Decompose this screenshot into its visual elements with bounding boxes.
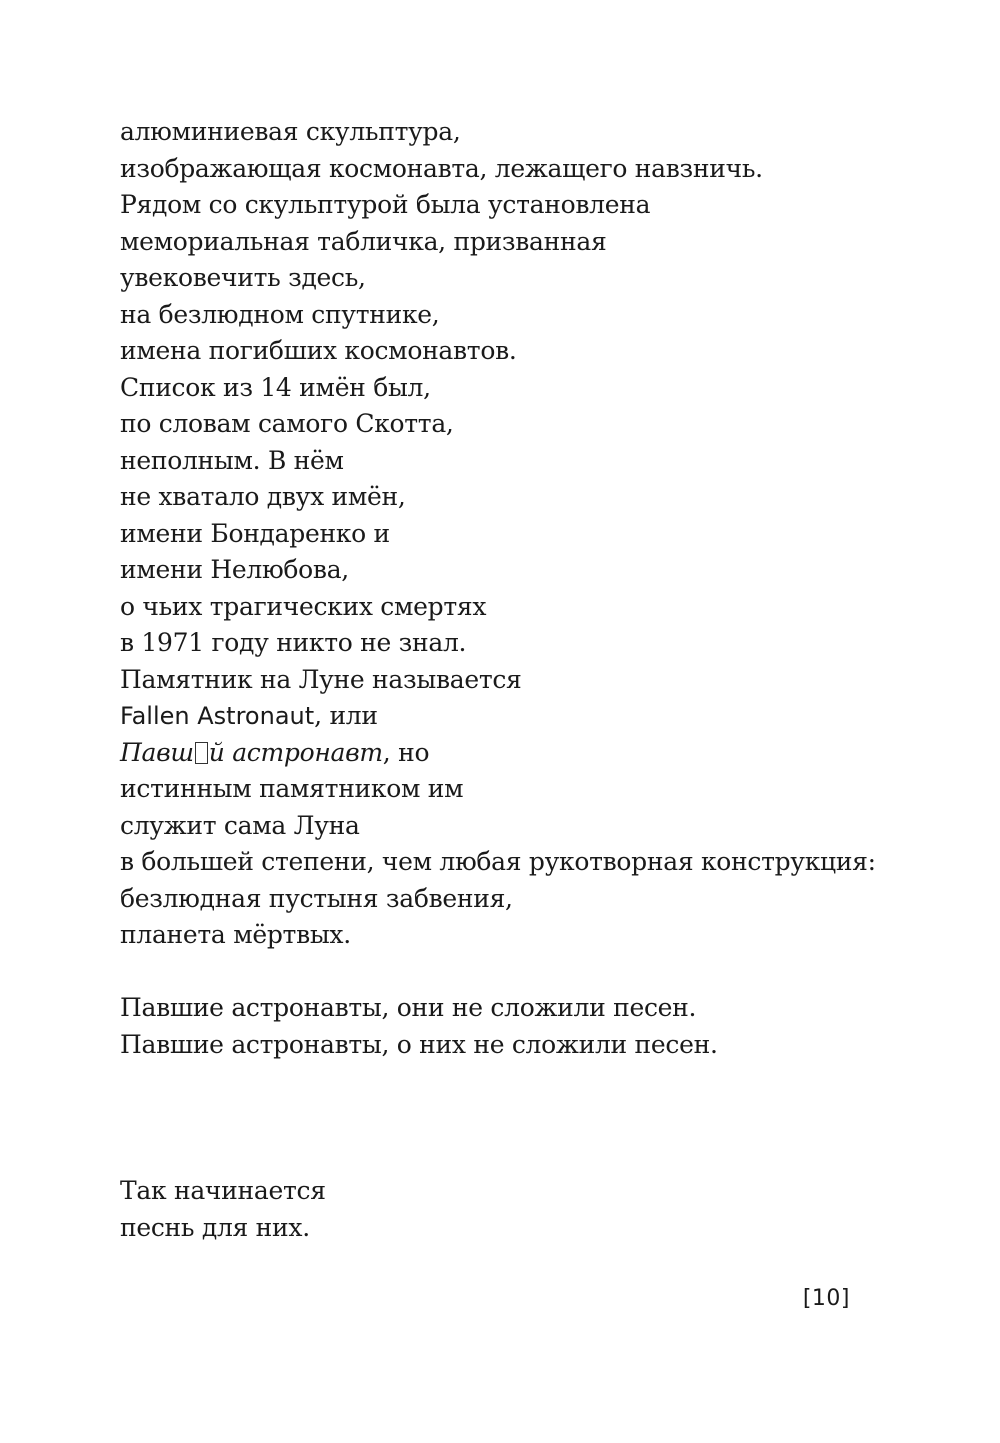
poem-stanza-2: [120, 990, 880, 1063]
poem-line: Памятник на Луне называется: [120, 664, 522, 694]
poem-line: о чьих трагических смертях: [120, 591, 487, 621]
poem-stanza-3: [120, 1173, 880, 1246]
russian-title-line: [120, 735, 880, 772]
fallen-astronaut-line: [120, 698, 880, 735]
poem-line: алюминиевая скульптура,: [120, 117, 461, 146]
missing-glyph-box: [195, 742, 208, 764]
poem-line: имена погибших космонавтов.: [120, 336, 517, 365]
poem-line: имени Нелюбова,: [120, 555, 349, 584]
poem-line: на безлюдном спутнике,: [120, 299, 440, 329]
poem-line: в 1971 году никто не знал.: [120, 628, 467, 657]
poem-line: истинным памятником им: [120, 774, 464, 803]
poem-line: Павшие астронавты, о них не сложили песен.: [120, 1029, 718, 1059]
russian-title-part-1: Павш: [120, 737, 194, 767]
poem-line: служит сама Луна: [120, 810, 360, 840]
poem-stanza-1: [120, 114, 880, 954]
poem-line: Список из 14 имён был,: [120, 372, 431, 402]
poem-line: безлюдная пустыня забвения,: [120, 883, 513, 913]
poem-line: в большей степени, чем любая рукотворная конструкция:: [120, 847, 876, 876]
poem-line: Так начинается: [120, 1176, 326, 1205]
poem-line: планета мёртвых.: [120, 920, 351, 949]
english-title: Fallen Astronaut: [120, 702, 315, 730]
poem-line: имени Бондаренко и: [120, 518, 390, 548]
poem-line: изображающая космонавта, лежащего навзничь.: [120, 153, 763, 183]
russian-title-part-2: й астронавт: [208, 737, 383, 767]
poem-line: неполным. В нём: [120, 445, 344, 475]
poem-line: по словам самого Скотта,: [120, 409, 454, 438]
fallen-astronaut-rest: , или: [314, 701, 378, 730]
poem-line: песнь для них.: [120, 1212, 310, 1242]
page-number: [10]: [802, 1286, 850, 1311]
poem-line: Павшие астронавты, они не сложили песен.: [120, 993, 697, 1022]
poem-line: Рядом со скульптурой была установлена: [120, 190, 651, 219]
russian-title-rest: , но: [382, 737, 430, 767]
poem-line: не хватало двух имён,: [120, 482, 406, 511]
poem-line: мемориальная табличка, призванная: [120, 226, 607, 256]
poem-line: увековечить здесь,: [120, 263, 366, 292]
